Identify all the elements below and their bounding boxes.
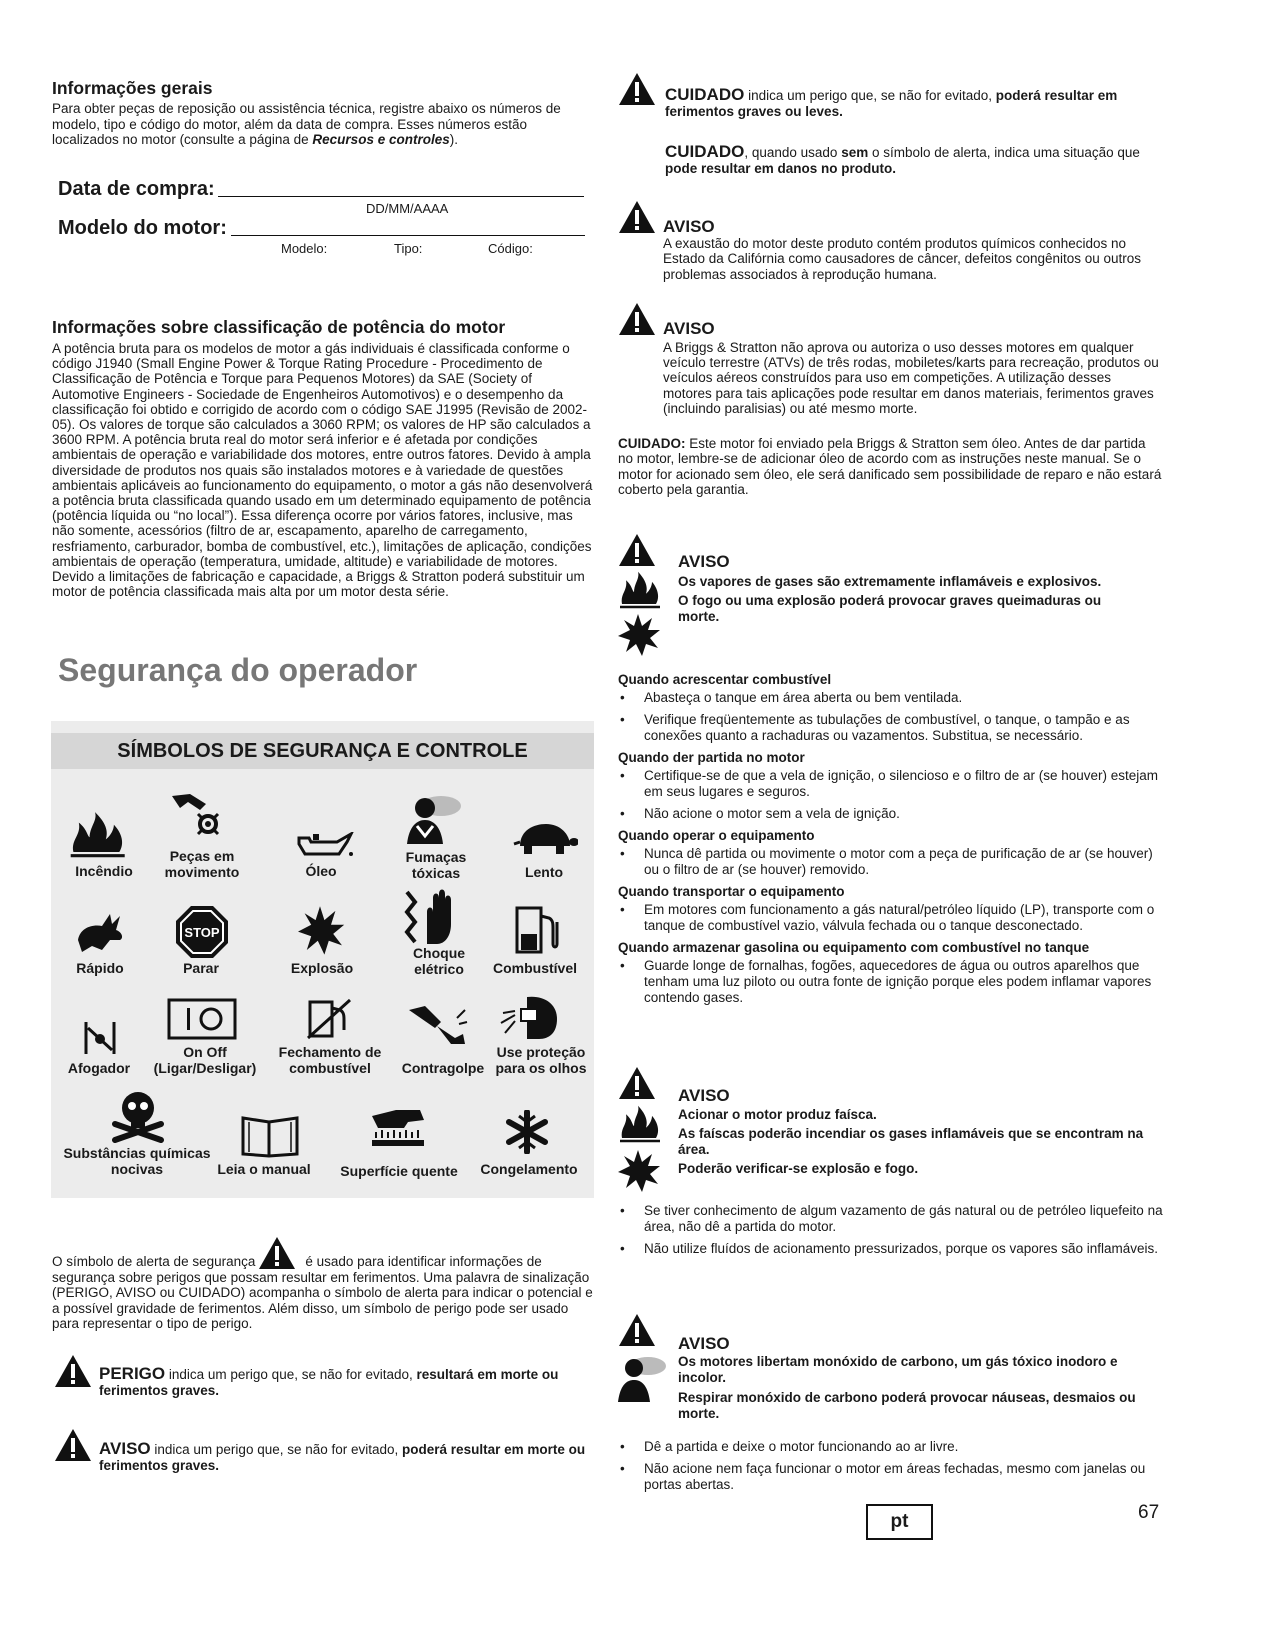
label-freezing: Congelamento (480, 1161, 578, 1177)
fire-icon (68, 810, 130, 860)
electric-shock-icon (401, 888, 463, 948)
general-info-title: Informações gerais (52, 78, 213, 98)
engine-model-line[interactable] (231, 235, 585, 236)
list-item: • Verifique freqüentemente as tubulações de combustível, o tanque, o tampão e as conexões quanto a rachaduras ou vazamentos. Substitua, se necessário. (618, 712, 1163, 744)
section-adding-fuel: Quando acrescentar combustível • Abasteça o tanque em área aberta ou bem ventilada. • Verifique freqüentemente as tubulações de combustível, o tanque, o tampão e as conexões quanto a rachaduras ou vazamentos. Substitua, se necessário. (618, 672, 1163, 744)
manual-book-icon (239, 1112, 301, 1158)
label-fire: Incêndio (75, 863, 133, 879)
aviso4-fire-icon (618, 1104, 664, 1144)
aviso5-line1: Os motores libertam monóxido de carbono, um gás tóxico inodoro e incolor. (678, 1354, 1118, 1385)
label-moving-parts: Peças em movimento (164, 848, 240, 880)
section-starting-engine: Quando der partida no motor • Certifique-se de que a vela de ignição, o silencioso e o filtro de ar (se houver) estejam em seus lugares e seguros. • Não acione o motor sem a vela de ignição. (618, 750, 1163, 822)
list-item: • Não acione nem faça funcionar o motor em áreas fechadas, mesmo com janelas ou portas abertas. (618, 1461, 1163, 1493)
code-sublabel: Código: (488, 241, 533, 256)
list-item: • Se tiver conhecimento de algum vazamento de gás natural ou de petróleo liquefeito na área, não dê a partida do motor. (618, 1203, 1163, 1235)
fuel-shutoff-icon (306, 998, 356, 1040)
label-chemicals: Substâncias químicas nocivas (63, 1145, 211, 1177)
operator-safety-title: Segurança do operador (58, 652, 418, 688)
warning-definition: AVISO indica um perigo que, se não for evitado, poderá resultar em morte ou ferimentos graves. (99, 1439, 586, 1473)
list-item: • Dê a partida e deixe o motor funcionando ao ar livre. (618, 1439, 1163, 1455)
caution-no-symbol-definition: CUIDADO, quando usado sem o símbolo de alerta, indica uma situação que pode resultar em danos no produto. (665, 142, 1140, 176)
stop-sign-icon (174, 904, 230, 960)
cuidado-oil-text: CUIDADO: Este motor foi enviado pela Briggs & Stratton sem óleo. Antes de dar partida no motor, lembre-se de adicionar óleo de acordo com as instruções neste manual. Se o motor for acionado sem óleo, ele será danificado sem possibilidade de reparo e não estará coberto pela garantia. (618, 436, 1162, 497)
moving-parts-icon (170, 792, 225, 842)
oil-icon (293, 832, 355, 860)
date-format-hint: DD/MM/AAAA (366, 201, 449, 216)
aviso4-line3: Poderão verificar-se explosão e fogo. (678, 1161, 919, 1176)
label-kickback: Contragolpe (401, 1060, 485, 1076)
list-item: • Certifique-se de que a vela de ignição, o silencioso e o filtro de ar (se houver) estejam em seus lugares e seguros. (618, 768, 1163, 800)
label-stop: Parar (183, 960, 219, 976)
list-item: • Abasteça o tanque em área aberta ou bem ventilada. (618, 690, 1163, 706)
fuel-handling-sections (618, 672, 1163, 1012)
label-fuel-shutoff: Fechamento de combustível (278, 1044, 382, 1076)
aviso3-line2: O fogo ou uma explosão poderá provocar graves queimaduras ou morte. (678, 593, 1102, 624)
aviso5-toxic-fumes-icon (616, 1356, 668, 1404)
aviso3-explosion-icon (618, 612, 662, 660)
aviso2-alert-icon (618, 302, 656, 336)
language-tab: pt (866, 1504, 933, 1540)
label-explosion: Explosão (290, 960, 354, 976)
aviso3-fire-icon (618, 570, 664, 610)
resources-link-text: Recursos e controles (312, 132, 450, 148)
aviso4-explosion-icon (618, 1148, 662, 1196)
slow-turtle-icon (512, 820, 578, 858)
caution-definition: CUIDADO indica um perigo que, se não for evitado, poderá resultar em ferimentos graves ou leves. (665, 85, 1118, 119)
section-storing-fuel: Quando armazenar gasolina ou equipamento com combustível no tanque • Guarde longe de fornalhas, fogões, aquecedores de água ou outros aparelhos que tenham uma luz piloto ou outra fonte de ignição porque eles podem inflamar vapores contendo gases. (618, 940, 1163, 1006)
explosion-icon (298, 904, 346, 956)
type-sublabel: Tipo: (394, 241, 423, 256)
fast-rabbit-icon (72, 910, 126, 956)
aviso5-word: AVISO (678, 1334, 730, 1353)
caution-alert-icon (618, 72, 656, 106)
aviso3-line1: Os vapores de gases são extremamente inflamáveis e explosivos. (678, 574, 1102, 589)
label-fuel: Combustível (492, 960, 577, 976)
freezing-snowflake-icon (505, 1110, 549, 1154)
alert-intro-text: O símbolo de alerta de segurança é usado para identificar informações de segurança sobre perigos que possam resultar em ferimentos. Uma palavra de sinalização (PERIGO, AVISO ou CUIDADO) acompanha o símbolo de alerta para indicar o potencial e a possível gravidade de ferimentos. Além disso, um símbolo de perigo pode ser usado para representar o tipo de perigo. (52, 1254, 593, 1332)
aviso1-word: AVISO (663, 217, 715, 236)
danger-alert-icon (54, 1354, 92, 1388)
aviso2-word: AVISO (663, 319, 715, 338)
purchase-date-label: Data de compra: (58, 178, 215, 200)
label-hot-surface: Superfície quente (340, 1163, 458, 1179)
warning-alert-icon (54, 1428, 92, 1462)
hot-surface-icon (368, 1106, 430, 1156)
label-fast: Rápido (76, 960, 124, 976)
aviso5-alert-icon (618, 1313, 656, 1347)
section-transporting: Quando transportar o equipamento • Em motores com funcionamento a gás natural/petróleo líquido (LP), transporte com o tanque de combustível vazio, válvula fechada ou o tanque desconectado. (618, 884, 1163, 934)
fuel-pump-icon (513, 904, 561, 956)
symbols-title: SÍMBOLOS DE SEGURANÇA E CONTROLE (51, 733, 594, 769)
aviso4-line2: As faíscas poderão incendiar os gases inflamáveis que se encontram na área. (678, 1126, 1144, 1157)
aviso4-line1: Acionar o motor produz faísca. (678, 1107, 877, 1122)
list-item: • Não acione o motor sem a vela de ignição. (618, 806, 1163, 822)
model-sublabel: Modelo: (281, 241, 328, 256)
chemical-skull-icon (109, 1088, 167, 1144)
rating-title: Informações sobre classificação de potência do motor (52, 317, 506, 337)
aviso4-alert-icon (618, 1066, 656, 1100)
label-toxic-fumes: Fumaças tóxicas (405, 849, 467, 881)
choke-icon (82, 1020, 118, 1056)
aviso3-alert-icon (618, 533, 656, 567)
aviso1-text: A exaustão do motor deste produto contém produtos químicos conhecidos no Estado da Califórnia como causadores de câncer, defeitos congênitos ou outros problemas associados à reprodução humana. (663, 236, 1142, 282)
stop-sign-text: STOP (184, 925, 220, 940)
section-operating-equipment: Quando operar o equipamento • Nunca dê partida ou movimente o motor com a peça de purificação de ar (se houver) ou o filtro de ar (se houver) removido. (618, 828, 1163, 878)
kickback-icon (407, 1004, 469, 1048)
general-info-text: Para obter peças de reposição ou assistência técnica, registre abaixo os números de modelo, tipo e código do motor, além da data de compra. Esses números estão localizados no motor (consulte a página de Recursos e controles). (52, 101, 561, 148)
list-item: • Nunca dê partida ou movimente o motor com a peça de purificação de ar (se houver) ou o filtro de ar (se houver) removido. (618, 846, 1163, 878)
label-read-manual: Leia o manual (217, 1161, 311, 1177)
eye-protection-icon (499, 993, 561, 1043)
label-oil: Óleo (305, 863, 337, 879)
aviso4-list (618, 1203, 1163, 1263)
aviso4-word: AVISO (678, 1086, 730, 1105)
danger-definition: PERIGO indica um perigo que, se não for evitado, resultará em morte ou ferimentos graves. (99, 1364, 559, 1398)
list-item: • Em motores com funcionamento a gás natural/petróleo líquido (LP), transporte com o tanque de combustível vazio, válvula fechada ou o tanque desconectado. (618, 902, 1163, 934)
rating-text: A potência bruta para os modelos de motor a gás individuais é classificada conforme o código J1940 (Small Engine Power & Torque Rating Procedure - Procedimento de Classificação de Potência e Torque para Pequenos Motores) da SAE (Society of Automotive Engineers - Sociedade de Engenheiros Automotivos) e o desempenho da classificação foi obtido e corrigido de acordo com o código SAE J1995 (Revisão de 2002-05). Os valores de torque são calculados a 3060 RPM; os valores de HP são calculados a 3600 RPM. A potência bruta real do motor será inferior e é afetada por condições ambientais de operação e variabilidade dos motores, entre outros fatores. Devido à ampla diversidade de produtos nos quais são instalados motores e à variedade de questões ambientais aplicáveis ao funcionamento do equipamento, o motor a gás não desenvolverá a potência bruta classificada quando usado em um determinado equipamento de potência (potência líquida ou “no local”). Essa diferença ocorre por vários fatores, inclusive, mas não somente, acessórios (filtro de ar, escapamento, aparelho de carregamento, resfriamento, carburador, bomba de combustível, etc.), limitações de aplicação, condições ambientais de operação (temperatura, umidade, altitude) e variabilidade de motores. Devido a limitações de fabricação e capacidade, a Briggs & Stratton poderá substituir um motor de potência classificada mais alta por um motor desta série. (52, 341, 593, 600)
purchase-date-line[interactable] (218, 196, 584, 197)
on-off-icon (167, 998, 237, 1040)
list-item: • Guarde longe de fornalhas, fogões, aquecedores de água ou outros aparelhos que tenham uma luz piloto ou outra fonte de ignição porque eles podem inflamar vapores contendo gases. (618, 958, 1163, 1006)
label-eye-protection: Use proteção para os olhos (495, 1044, 587, 1076)
engine-model-label: Modelo do motor: (58, 217, 227, 239)
toxic-fumes-icon (403, 796, 463, 846)
aviso2-text: A Briggs & Stratton não aprova ou autoriza o uso desses motores em qualquer veículo terrestre (ATVs) de três rodas, mobiletes/karts para recreação, produtos ou veículos aéreos construídos para uso em competições. A utilização desses motores para tais aplicações pode resultar em danos materiais, ferimentos graves (incluindo paralisias) ou até mesmo morte. (663, 340, 1159, 416)
label-slow: Lento (524, 864, 564, 880)
label-choke: Afogador (67, 1060, 131, 1076)
label-on-off: On Off (Ligar/Desligar) (153, 1044, 257, 1076)
page-number: 67 (1138, 1502, 1160, 1523)
list-item: • Não utilize fluídos de acionamento pressurizados, porque os vapores são inflamáveis. (618, 1241, 1163, 1257)
aviso5-list (618, 1439, 1163, 1499)
aviso5-line2: Respirar monóxido de carbono poderá provocar náuseas, desmaios ou morte. (678, 1390, 1136, 1421)
aviso1-alert-icon (618, 200, 656, 234)
label-electric-shock: Choque elétrico (412, 945, 466, 977)
aviso3-word: AVISO (678, 552, 730, 571)
